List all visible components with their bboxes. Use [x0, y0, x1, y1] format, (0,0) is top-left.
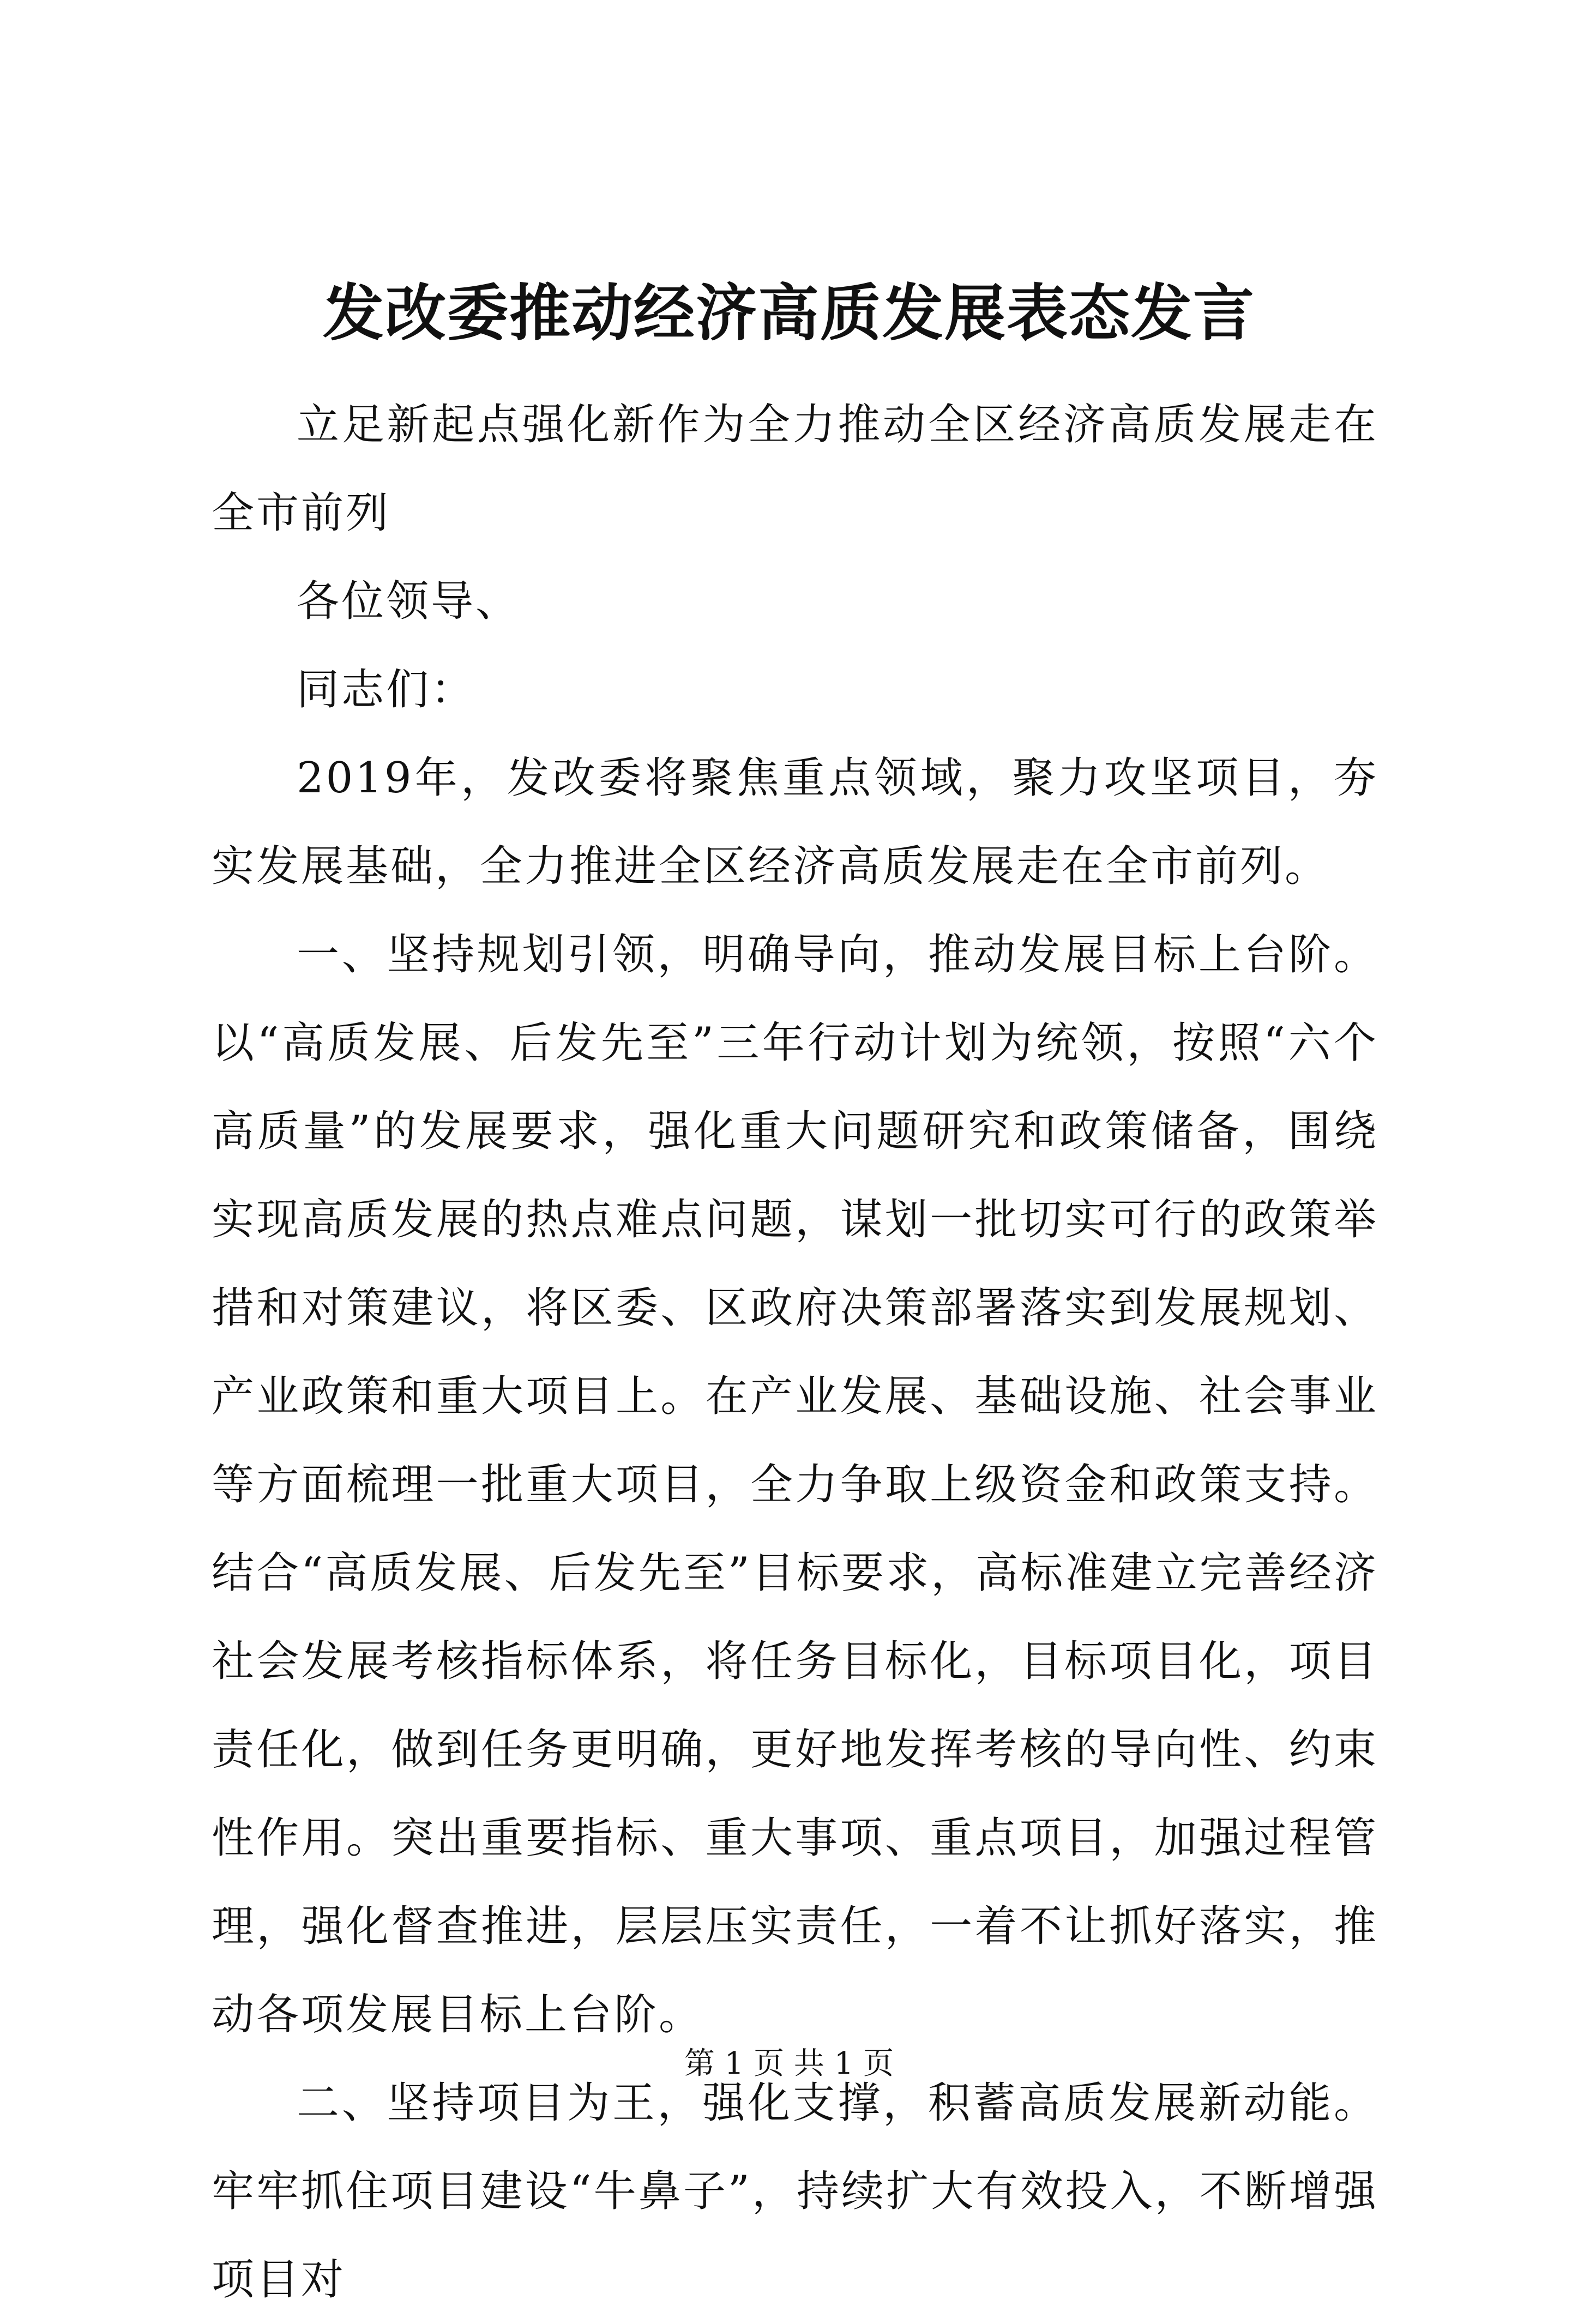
salutation-leaders: 各位领导、 — [297, 577, 521, 626]
salutation-comrades: 同志们： — [297, 665, 476, 714]
section-one-paragraph: 一、坚持规划引领，明确导向，推动发展目标上台阶。以“高质发展、后发先至”三年行动计划为统领，按照“六个高质量”的发展要求，强化重大问题研究和政策储备，围绕实现高质发展的热点难点问题，谋划一批切实可行的政策举措和对策建议，将区委、区政府决策部署落实到发展规划、产业政策和重大项目上。在产业发展、基础设施、社会事业等方面梳理一批重大项目，全力争取上级资金和政策支持。结合“高质发展、后发先至”目标要求，高标准建立完善经济社会发展考核指标体系，将任务目标化，目标项目化，项目责任化，做到任务更明确，更好地发挥考核的导向性、约束性作用。突出重要指标、重大事项、重点项目，加强过程管理，强化督查推进，层层压实责任，一着不让抓好落实，推动各项发展目标上台阶。 — [212, 930, 1378, 2039]
page-number-footer: 第 1 页 共 1 页 — [684, 2046, 894, 2081]
section-two-paragraph: 二、坚持项目为王，强化支撑，积蓄高质发展新动能。牢牢抓住项目建设“牛鼻子”，持续扩大有效投入，不断增强项目对 — [212, 2079, 1378, 2304]
subtitle-paragraph: 立足新起点强化新作为全力推动全区经济高质发展走在全市前列 — [212, 400, 1378, 538]
intro-paragraph: 2019年，发改委将聚焦重点领域，聚力攻坚项目，夯实发展基础，全力推进全区经济高质发展走在全市前列。 — [212, 754, 1378, 891]
document-title: 发改委推动经济高质发展表态发言 — [323, 278, 1255, 349]
document-body — [212, 381, 1378, 2324]
